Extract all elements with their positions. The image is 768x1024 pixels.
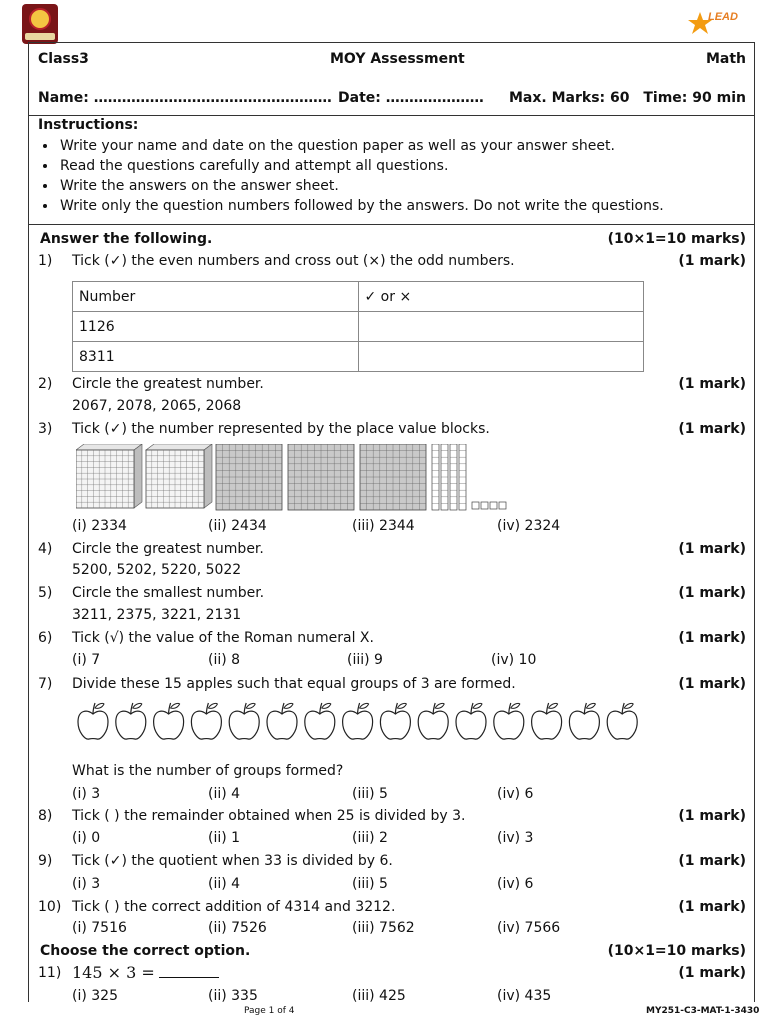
question-marks: (1 mark) <box>678 585 746 601</box>
school-logo <box>22 4 58 44</box>
option: (iii) 7562 <box>352 920 415 936</box>
question-subtext: What is the number of groups formed? <box>72 763 344 779</box>
option: (ii) 2434 <box>208 518 267 534</box>
apple-icon <box>380 703 410 739</box>
thousand-cube <box>146 444 212 508</box>
apples-illustration <box>76 700 646 742</box>
one-unit <box>499 502 506 509</box>
question-marks: (1 mark) <box>678 541 746 557</box>
number-list: 5200, 5202, 5220, 5022 <box>72 562 242 578</box>
option: (iii) 5 <box>352 786 388 802</box>
ten-rod <box>459 444 466 510</box>
hundred-flat <box>360 444 426 510</box>
question-text: Tick (✓) the even numbers and cross out (×) the odd numbers. <box>72 253 515 269</box>
divider <box>28 115 755 116</box>
question-number: 4) <box>38 541 53 557</box>
apple-icon <box>78 703 108 739</box>
number-list: 3211, 2375, 3221, 2131 <box>72 607 242 623</box>
option: (i) 0 <box>72 830 101 846</box>
question-marks: (1 mark) <box>678 853 746 869</box>
apple-icon <box>607 703 637 739</box>
instructions-title: Instructions: <box>38 117 139 133</box>
option: (iii) 2344 <box>352 518 415 534</box>
answer-blank <box>159 964 219 978</box>
assessment-title: MOY Assessment <box>330 51 465 67</box>
option: (iii) 5 <box>352 876 388 892</box>
date-field: Date: ………………… <box>338 90 484 106</box>
option: (i) 7516 <box>72 920 127 936</box>
paper-code: MY251-C3-MAT-1-3430 <box>646 1006 760 1016</box>
question-text: Circle the greatest number. <box>72 541 264 557</box>
answer-cell <box>358 342 644 372</box>
apple-icon <box>418 703 448 739</box>
ten-rod <box>432 444 439 510</box>
apple-icon <box>305 703 335 739</box>
question-number: 1) <box>38 253 53 269</box>
option: (iii) 9 <box>347 652 383 668</box>
apple-icon <box>456 703 486 739</box>
section-b-marks: (10×1=10 marks) <box>607 943 746 959</box>
apple-icon <box>343 703 373 739</box>
svg-text:LEAD: LEAD <box>708 11 738 23</box>
question-text: Circle the smallest number. <box>72 585 265 601</box>
question-marks: (1 mark) <box>678 899 746 915</box>
instruction-item: • Write your name and date on the question paper as well as your answer sheet. <box>58 136 664 156</box>
subject-label: Math <box>705 51 746 67</box>
max-marks: Max. Marks: 60 <box>509 90 630 106</box>
table-cell: 8311 <box>73 342 359 372</box>
option: (ii) 7526 <box>208 920 267 936</box>
option: (iv) 435 <box>497 988 552 1004</box>
question-number: 5) <box>38 585 53 601</box>
one-unit <box>472 502 479 509</box>
apple-icon <box>494 703 524 739</box>
option: (ii) 4 <box>208 876 241 892</box>
hundred-flat <box>216 444 282 510</box>
question-expression <box>72 963 219 982</box>
table-cell: 1126 <box>73 312 359 342</box>
divider <box>28 224 755 225</box>
question-number: 11) <box>38 965 62 981</box>
question-text: Circle the greatest number. <box>72 376 264 392</box>
option: (i) 3 <box>72 786 101 802</box>
ten-rod <box>441 444 448 510</box>
table-header: ✓ or × <box>358 282 644 312</box>
question-text: Divide these 15 apples such that equal groups of 3 are formed. <box>72 676 516 692</box>
table-header: Number <box>73 282 359 312</box>
question-marks: (1 mark) <box>678 965 746 981</box>
apple-icon <box>569 703 599 739</box>
thousand-cube <box>76 444 142 508</box>
option: (ii) 4 <box>208 786 241 802</box>
apple-icon <box>191 703 221 739</box>
question-text: Tick (√) the value of the Roman numeral X. <box>72 630 374 646</box>
page-number: Page 1 of 4 <box>244 1006 295 1016</box>
option: (iv) 7566 <box>497 920 561 936</box>
option: (iv) 10 <box>491 652 537 668</box>
number-list: 2067, 2078, 2065, 2068 <box>72 398 242 414</box>
option: (iv) 2324 <box>497 518 561 534</box>
option: (i) 2334 <box>72 518 127 534</box>
question-text: Tick ( ) the remainder obtained when 25 is divided by 3. <box>72 808 466 824</box>
question-marks: (1 mark) <box>678 676 746 692</box>
question-text: Tick (✓) the number represented by the place value blocks. <box>72 421 490 437</box>
answer-cell <box>358 312 644 342</box>
apple-icon <box>532 703 562 739</box>
place-value-blocks <box>76 444 516 512</box>
one-unit <box>481 502 488 509</box>
instruction-item: • Read the questions carefully and attempt all questions. <box>58 156 664 176</box>
even-odd-table <box>72 281 644 372</box>
lead-logo <box>688 6 752 40</box>
section-b-title: Choose the correct option. <box>40 943 251 959</box>
ten-rod <box>450 444 457 510</box>
class-label: Class3 <box>38 51 89 67</box>
question-marks: (1 mark) <box>678 376 746 392</box>
question-number: 3) <box>38 421 53 437</box>
question-marks: (1 mark) <box>678 808 746 824</box>
math-expression: 145 × 3 = <box>72 963 155 982</box>
one-unit <box>490 502 497 509</box>
question-number: 8) <box>38 808 53 824</box>
question-text: Tick ( ) the correct addition of 4314 and 3212. <box>72 899 396 915</box>
option: (ii) 8 <box>208 652 241 668</box>
option: (iii) 425 <box>352 988 406 1004</box>
question-marks: (1 mark) <box>678 253 746 269</box>
apple-icon <box>154 703 184 739</box>
question-text: Tick (✓) the quotient when 33 is divided by 6. <box>72 853 393 869</box>
question-number: 9) <box>38 853 53 869</box>
option: (i) 325 <box>72 988 118 1004</box>
option: (iv) 6 <box>497 786 534 802</box>
apple-icon <box>267 703 297 739</box>
question-number: 7) <box>38 676 53 692</box>
instruction-item: • Write the answers on the answer sheet. <box>58 176 664 196</box>
question-number: 6) <box>38 630 53 646</box>
time-label: Time: 90 min <box>643 90 746 106</box>
question-number: 2) <box>38 376 53 392</box>
option: (iv) 6 <box>497 876 534 892</box>
apple-icon <box>116 703 146 739</box>
option: (iii) 2 <box>352 830 388 846</box>
option: (i) 3 <box>72 876 101 892</box>
question-marks: (1 mark) <box>678 630 746 646</box>
section-a-title: Answer the following. <box>40 231 213 247</box>
option: (ii) 1 <box>208 830 241 846</box>
question-marks: (1 mark) <box>678 421 746 437</box>
apple-icon <box>229 703 259 739</box>
option: (iv) 3 <box>497 830 534 846</box>
instruction-item: • Write only the question numbers followed by the answers. Do not write the questions. <box>58 196 664 216</box>
name-field: Name: …………………………………………… <box>38 90 332 106</box>
option: (i) 7 <box>72 652 101 668</box>
hundred-flat <box>288 444 354 510</box>
option: (ii) 335 <box>208 988 258 1004</box>
question-number: 10) <box>38 899 62 915</box>
instructions-list <box>58 136 664 216</box>
section-a-marks: (10×1=10 marks) <box>607 231 746 247</box>
